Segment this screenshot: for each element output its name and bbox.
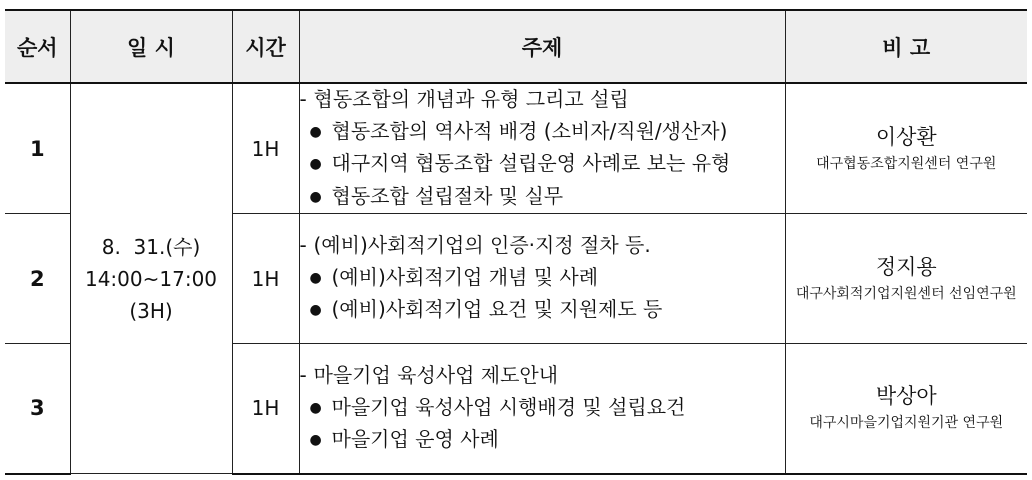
bullet-icon: ● [309, 399, 322, 416]
speaker-affiliation: 대구사회적기업지원센터 선임연구원 [795, 285, 1017, 302]
speaker-name: 정지용 [875, 254, 937, 279]
topic-cell [299, 344, 785, 474]
order-cell: 2 [5, 214, 70, 344]
header-time: 시간 [232, 10, 299, 83]
bullet-icon: ● [309, 156, 322, 172]
topic-main: - 마을기업 육성사업 제도안내 [299, 363, 559, 387]
table-row [5, 83, 1027, 214]
topic-cell [299, 214, 785, 344]
bullet-icon: ● [309, 123, 322, 140]
note-cell [785, 214, 1027, 344]
header-row [5, 10, 1027, 83]
header-datetime: 일 시 [70, 10, 232, 83]
header-note: 비 고 [785, 10, 1027, 83]
speaker-name: 박상아 [875, 384, 937, 409]
note-cell [785, 344, 1027, 474]
topic-sub-item: ● 협동조합 설립절차 및 실무 [300, 181, 785, 214]
hours-cell: 1H [232, 344, 299, 474]
schedule-table [5, 9, 1027, 475]
order-cell: 3 [5, 344, 70, 474]
header-topic: 주제 [299, 10, 785, 83]
order-cell: 1 [5, 83, 70, 214]
topic-cell [299, 83, 785, 214]
topic-sub-item: ● (예비)사회적기업 요건 및 지원제도 등 [300, 294, 785, 327]
topic-sub-item: ● 마을기업 운영 사례 [300, 424, 785, 457]
hours-cell: 1H [232, 214, 299, 344]
speaker-name: 이상환 [875, 124, 937, 149]
header-order: 순서 [5, 10, 70, 83]
topic-main: - (예비)사회적기업의 인증·지정 절차 등. [299, 233, 651, 258]
topic-main: - 협동조합의 개념과 유형 그리고 설립 [299, 87, 629, 111]
datetime-cell [70, 83, 232, 474]
hours-cell: 1H [232, 83, 299, 214]
topic-sub-item: ● (예비)사회적기업 개념 및 사례 [300, 262, 785, 295]
topic-sub-item: ● 마을기업 육성사업 시행배경 및 설립요건 [300, 392, 785, 425]
bullet-icon: ● [309, 432, 322, 448]
topic-sub-item: ● 대구지역 협동조합 설립운영 사례로 보는 유형 [300, 148, 785, 181]
bullet-icon: ● [309, 302, 322, 319]
bullet-icon: ● [309, 269, 322, 286]
speaker-affiliation: 대구협동조합지원센터 연구원 [816, 155, 997, 172]
topic-sub-item: ● 협동조합의 역사적 배경 (소비자/직원/생산자) [300, 116, 785, 149]
session-time-range: 14:00~17:00 [84, 266, 218, 291]
session-duration: (3H) [129, 298, 173, 323]
speaker-affiliation: 대구시마을기업지원기관 연구원 [809, 415, 1004, 432]
session-date: 8. 31.(수) [101, 234, 201, 259]
note-cell [785, 83, 1027, 214]
bullet-icon: ● [309, 188, 322, 205]
